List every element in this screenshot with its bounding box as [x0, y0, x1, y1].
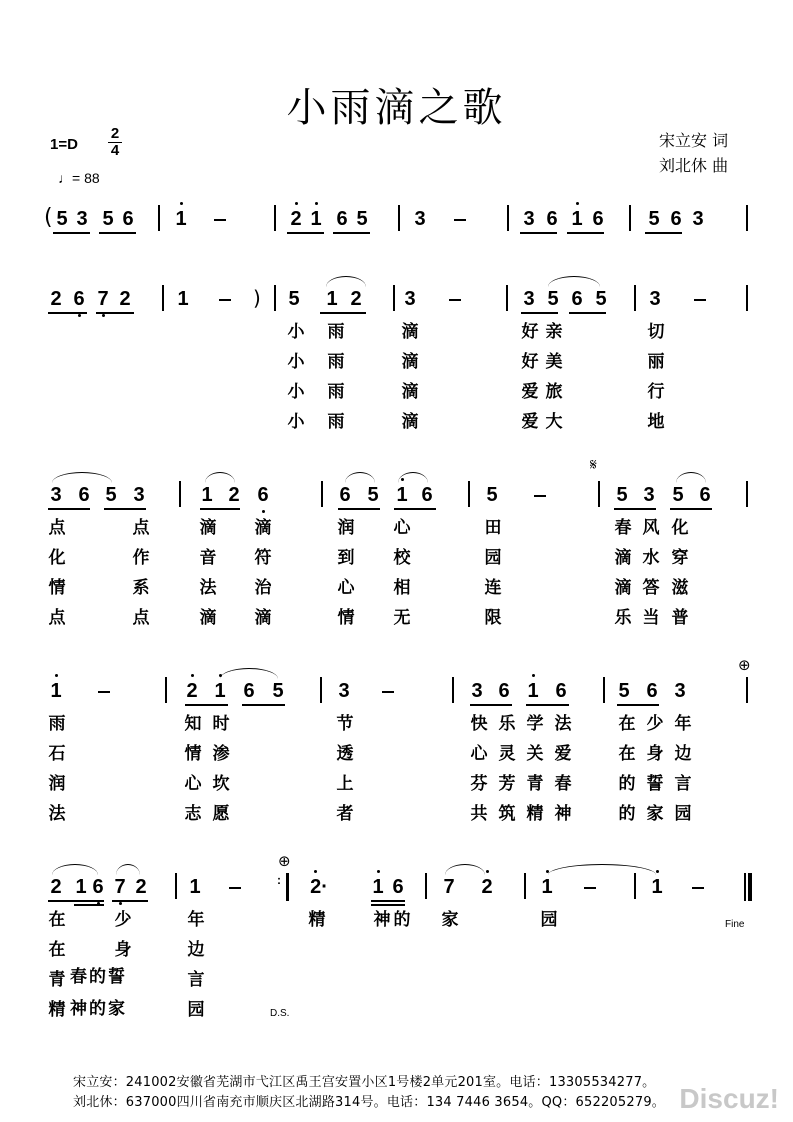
lyric-char: 石: [48, 744, 66, 764]
lyric-char: 筑: [498, 804, 516, 824]
lyric-char: 身: [114, 940, 132, 960]
lyric-char: 连: [484, 578, 502, 598]
note: 2: [50, 876, 62, 898]
lyric-char: 边: [187, 940, 205, 960]
beam-underline: [48, 900, 104, 902]
barline: [746, 677, 748, 703]
lyric-char: 雨: [327, 412, 345, 432]
time-sig-bottom: 4: [108, 142, 122, 159]
note: 1: [372, 876, 384, 898]
beam-underline: [112, 900, 148, 902]
sustain-dash: [449, 299, 461, 301]
note: 1: [175, 208, 187, 230]
lyric-char: 法: [554, 714, 572, 734]
note: 5: [486, 484, 498, 506]
slur-arc: [676, 472, 706, 483]
time-signature: [108, 126, 122, 159]
beam-underline: [394, 508, 436, 510]
note: 1: [75, 876, 87, 898]
lyric-char: 切: [647, 322, 665, 342]
lyric-char: 园: [187, 1000, 205, 1020]
note: 6: [646, 680, 658, 702]
lyric-char: 爱: [521, 382, 539, 402]
lyric-char: 情: [184, 744, 202, 764]
lyric-char: 关: [526, 744, 544, 764]
note: 5: [288, 288, 300, 310]
note: 5: [595, 288, 607, 310]
lyric-char: 雨: [327, 322, 345, 342]
note: 1: [571, 208, 583, 230]
note: 3: [471, 680, 483, 702]
lyric-text: 神的家: [70, 999, 127, 1019]
lyric-char: 精: [308, 910, 326, 930]
lyric-char: 的: [618, 804, 636, 824]
lyric-char: 身: [646, 744, 664, 764]
lyric-char: 透: [336, 744, 354, 764]
lyric-char: 园: [540, 910, 558, 930]
lyric-char: 上: [336, 774, 354, 794]
note: 6: [73, 288, 85, 310]
beam-underline: [333, 232, 370, 234]
beam-underline: [526, 704, 569, 706]
lyric-char: 滴: [401, 382, 419, 402]
note: 6: [92, 876, 104, 898]
lyric-char: 法: [48, 804, 66, 824]
beam-underline: [104, 508, 146, 510]
lyric-char: 滴: [401, 352, 419, 372]
lyric-char: 愿: [212, 804, 230, 824]
note: 3: [674, 680, 686, 702]
note: 1: [527, 680, 539, 702]
lyric-char: 节: [336, 714, 354, 734]
watermark: Discuz!: [679, 1083, 779, 1114]
note: 2·: [308, 876, 330, 898]
note: 2: [186, 680, 198, 702]
note: 1: [326, 288, 338, 310]
lyric-char: 滴: [401, 412, 419, 432]
lyric-char: 好: [521, 322, 539, 342]
lyric-char: 滴: [254, 608, 272, 628]
note: 1: [541, 876, 553, 898]
lyric-char: 雨: [327, 352, 345, 372]
repeat-dots: :: [277, 873, 281, 887]
lyric-char: 园: [674, 804, 692, 824]
lyric-char: 爱: [521, 412, 539, 432]
slur-arc: [52, 864, 98, 875]
tempo-marking: ♩= 88: [58, 170, 100, 186]
lyric-char: 的: [618, 774, 636, 794]
barline: [746, 481, 748, 507]
note: 6: [670, 208, 682, 230]
lyric-char: 符: [254, 548, 272, 568]
slur-arc: [220, 668, 278, 679]
lyric-char: 青: [526, 774, 544, 794]
composer-credit: 刘北休 曲: [659, 156, 729, 175]
note: 1: [310, 208, 322, 230]
lyric-char: 共: [470, 804, 488, 824]
beam-underline: [320, 312, 366, 314]
note: 2: [290, 208, 302, 230]
lyric-char: 情: [48, 578, 66, 598]
segno-icon: 𝄋: [590, 455, 597, 474]
note: 6: [392, 876, 404, 898]
note: 7: [114, 876, 126, 898]
barline: [524, 873, 526, 899]
lyric-char: 化: [48, 548, 66, 568]
note: 6: [336, 208, 348, 230]
barline: [506, 285, 508, 311]
note: 3: [692, 208, 704, 230]
lyric-char: 年: [674, 714, 692, 734]
lyric-char: 相: [393, 578, 411, 598]
note: 1: [50, 680, 62, 702]
note: 6: [122, 208, 134, 230]
lyric-char: 边: [674, 744, 692, 764]
barline: [158, 205, 160, 231]
lyric-char: 法: [199, 578, 217, 598]
lyric-char: 家: [646, 804, 664, 824]
lyric-char: 灵: [498, 744, 516, 764]
beam-underline: [645, 232, 682, 234]
note: 1: [201, 484, 213, 506]
barline: [162, 285, 164, 311]
lyric-char: 家: [441, 910, 459, 930]
note: 3: [649, 288, 661, 310]
lyric-char: 滋: [671, 578, 689, 598]
beam-underline: [200, 508, 240, 510]
lyric-char: 润: [48, 774, 66, 794]
lyric-char: 芳: [498, 774, 516, 794]
lyric-char: 旅: [545, 382, 563, 402]
barline: [452, 677, 454, 703]
lyricist-credit: 宋立安 词: [659, 131, 729, 150]
lyric-char: 亲: [545, 322, 563, 342]
note: 3: [414, 208, 426, 230]
barline: [175, 873, 177, 899]
note: 1: [396, 484, 408, 506]
note: 5: [616, 484, 628, 506]
note: 6: [257, 484, 269, 506]
beam-underline: [48, 312, 87, 314]
lyric-char: 滴: [614, 548, 632, 568]
lyric-char: 言: [674, 774, 692, 794]
note: 5: [367, 484, 379, 506]
lyric-char: 情: [337, 608, 355, 628]
footer-line-1: 宋立安：241002安徽省芜湖市弋江区禹王宫安置小区1号楼2单元201室。电话：13305534277。: [73, 1075, 656, 1090]
lyric-char: 春: [614, 518, 632, 538]
beam-underline: [567, 232, 604, 234]
note: 7: [443, 876, 455, 898]
note: 5: [56, 208, 68, 230]
note: 2: [119, 288, 131, 310]
lyric-char: 乐: [498, 714, 516, 734]
barline: [746, 285, 748, 311]
note: 2: [228, 484, 240, 506]
note: 3: [76, 208, 88, 230]
lyric-char: 普: [671, 608, 689, 628]
slur-arc: [205, 472, 235, 483]
open-paren: (: [44, 205, 53, 230]
barline: [425, 873, 427, 899]
lyric-char: 治: [254, 578, 272, 598]
beam-underline: [371, 900, 405, 902]
lyric-char: 滴: [254, 518, 272, 538]
lyric-char: 丽: [647, 352, 665, 372]
lyric-char: 芬: [470, 774, 488, 794]
note: 5: [672, 484, 684, 506]
lyric-char: 心: [393, 518, 411, 538]
lyric-char: 言: [187, 970, 205, 990]
lyric-char: 学: [526, 714, 544, 734]
lyric-char: 者: [336, 804, 354, 824]
note: 1: [214, 680, 226, 702]
lyric-char: 滴: [199, 608, 217, 628]
note: 3: [50, 484, 62, 506]
barline: [398, 205, 400, 231]
note: 6: [421, 484, 433, 506]
lyric-char: 润: [337, 518, 355, 538]
lyric-char: 校: [393, 548, 411, 568]
note: 6: [571, 288, 583, 310]
lyric-char: 在: [618, 714, 636, 734]
lyric-char: 园: [484, 548, 502, 568]
close-paren: ): [253, 286, 261, 310]
note: 5: [618, 680, 630, 702]
ds-marking: D.S.: [270, 1008, 290, 1019]
lyric-char: 爱: [554, 744, 572, 764]
lyric-char: 小: [287, 382, 305, 402]
lyric-char: 春: [554, 774, 572, 794]
lyric-char: 的: [393, 910, 411, 930]
beam-underline: [48, 508, 90, 510]
lyric-char: 作: [132, 548, 150, 568]
song-title: 小雨滴之歌: [286, 85, 507, 131]
lyric-char: 滴: [614, 578, 632, 598]
note: 6: [555, 680, 567, 702]
slur-arc: [52, 472, 112, 483]
note: 3: [338, 680, 350, 702]
beam-underline: [569, 312, 606, 314]
lyric-char: 点: [48, 608, 66, 628]
slur-arc: [445, 864, 485, 875]
lyric-char: 誓: [646, 774, 664, 794]
note: 6: [498, 680, 510, 702]
lyric-char: 滴: [199, 518, 217, 538]
note: 1: [651, 876, 663, 898]
beam-underline: [614, 508, 656, 510]
lyric-char: 大: [545, 412, 563, 432]
barline: [179, 481, 181, 507]
sustain-dash: [98, 691, 110, 693]
note: 3: [133, 484, 145, 506]
lyric-char: 答: [642, 578, 660, 598]
note: 2: [481, 876, 493, 898]
footer-line-2: 刘北休：637000四川省南充市顺庆区北湖路314号。电话：134 7446 3654。QQ：652205279。: [73, 1095, 665, 1110]
sustain-dash: [219, 299, 231, 301]
lyric-char: 在: [48, 910, 66, 930]
beam-underline: [617, 704, 659, 706]
note: 1: [189, 876, 201, 898]
note: 1: [177, 288, 189, 310]
lyric-char: 好: [521, 352, 539, 372]
note: 6: [546, 208, 558, 230]
lyric-char: 心: [337, 578, 355, 598]
lyric-char: 青: [48, 970, 66, 990]
lyric-char: 在: [618, 744, 636, 764]
sustain-dash: [382, 691, 394, 693]
beam-underline: [470, 704, 512, 706]
lyric-char: 坎: [212, 774, 230, 794]
coda-icon: ⊕: [738, 656, 751, 674]
note: 2: [350, 288, 362, 310]
beam-underline: [338, 508, 380, 510]
note: 7: [97, 288, 109, 310]
lyric-char: 雨: [327, 382, 345, 402]
lyric-char: 心: [184, 774, 202, 794]
lyric-char: 雨: [48, 714, 66, 734]
slur-arc: [326, 276, 366, 287]
lyric-char: 地: [647, 412, 665, 432]
lyric-char: 时: [212, 714, 230, 734]
lyric-char: 少: [114, 910, 132, 930]
lyric-char: 小: [287, 412, 305, 432]
note: 5: [105, 484, 117, 506]
lyric-char: 志: [184, 804, 202, 824]
lyric-char: 知: [184, 714, 202, 734]
note: 3: [523, 208, 535, 230]
barline: [634, 285, 636, 311]
lyric-char: 穿: [671, 548, 689, 568]
note: 5: [102, 208, 114, 230]
slur-arc: [548, 276, 600, 287]
sustain-dash: [214, 219, 226, 221]
beam-underline: [521, 312, 558, 314]
lyric-char: 点: [132, 608, 150, 628]
lyric-char: 系: [132, 578, 150, 598]
barline: [634, 873, 636, 899]
barline: [598, 481, 600, 507]
note: 3: [404, 288, 416, 310]
barline: [746, 205, 748, 231]
beam-underline-2: [74, 904, 104, 906]
sustain-dash: [584, 887, 596, 889]
lyric-char: 风: [642, 518, 660, 538]
lyric-text: 春的誓: [70, 967, 127, 987]
repeat-barline: [286, 873, 289, 901]
note: 5: [272, 680, 284, 702]
note: 6: [699, 484, 711, 506]
lyric-char: 渗: [212, 744, 230, 764]
lyric-char: 田: [484, 518, 502, 538]
slur-arc: [345, 472, 375, 483]
note: 6: [592, 208, 604, 230]
slur-arc: [116, 864, 140, 875]
note: 3: [523, 288, 535, 310]
beam-underline-2: [371, 904, 405, 906]
note: 6: [243, 680, 255, 702]
sustain-dash: [229, 887, 241, 889]
barline: [393, 285, 395, 311]
beam-underline: [96, 312, 134, 314]
lyric-char: 小: [287, 322, 305, 342]
lyric-char: 在: [48, 940, 66, 960]
barline: [629, 205, 631, 231]
beam-underline: [520, 232, 557, 234]
lyric-char: 音: [199, 548, 217, 568]
beam-underline: [53, 232, 90, 234]
lyric-char: 精: [526, 804, 544, 824]
lyric-char: 点: [48, 518, 66, 538]
lyric-char: 无: [393, 608, 411, 628]
lyric-char: 行: [647, 382, 665, 402]
barline: [274, 285, 276, 311]
key-signature: 1=D: [50, 136, 78, 153]
note: 2: [135, 876, 147, 898]
barline: [321, 481, 323, 507]
fine-marking: Fine: [725, 919, 745, 930]
lyric-char: 当: [642, 608, 660, 628]
coda-icon-2: ⊕: [278, 852, 291, 870]
lyric-char: 神: [554, 804, 572, 824]
note: 6: [78, 484, 90, 506]
lyric-char: 乐: [614, 608, 632, 628]
lyric-char: 心: [470, 744, 488, 764]
barline: [507, 205, 509, 231]
lyric-char: 到: [337, 548, 355, 568]
sustain-dash: [454, 219, 466, 221]
beam-underline: [242, 704, 285, 706]
lyric-char: 美: [545, 352, 563, 372]
beam-underline: [287, 232, 324, 234]
beam-underline: [670, 508, 712, 510]
note: 5: [547, 288, 559, 310]
barline: [468, 481, 470, 507]
note: 2: [50, 288, 62, 310]
barline: [320, 677, 322, 703]
time-sig-top: 2: [110, 125, 120, 142]
lyric-char: 快: [470, 714, 488, 734]
lyric-char: 水: [642, 548, 660, 568]
lyric-char: 小: [287, 352, 305, 372]
final-barline: [744, 873, 746, 901]
note: 5: [648, 208, 660, 230]
beam-underline: [185, 704, 228, 706]
lyric-char: 少: [646, 714, 664, 734]
beam-underline: [99, 232, 136, 234]
barline: [274, 205, 276, 231]
note: 6: [339, 484, 351, 506]
barline: [603, 677, 605, 703]
lyric-char: 限: [484, 608, 502, 628]
barline: [165, 677, 167, 703]
slur-arc: [398, 472, 428, 483]
note: 5: [356, 208, 368, 230]
lyric-char: 年: [187, 910, 205, 930]
lyric-char: 滴: [401, 322, 419, 342]
lyric-char: 化: [671, 518, 689, 538]
slur-arc: [548, 864, 656, 875]
sustain-dash: [694, 299, 706, 301]
final-barline-thick: [748, 873, 752, 901]
lyric-char: 精: [48, 1000, 66, 1020]
note: 3: [643, 484, 655, 506]
sustain-dash: [534, 495, 546, 497]
sustain-dash: [692, 887, 704, 889]
lyric-char: 神: [373, 910, 391, 930]
lyric-char: 点: [132, 518, 150, 538]
